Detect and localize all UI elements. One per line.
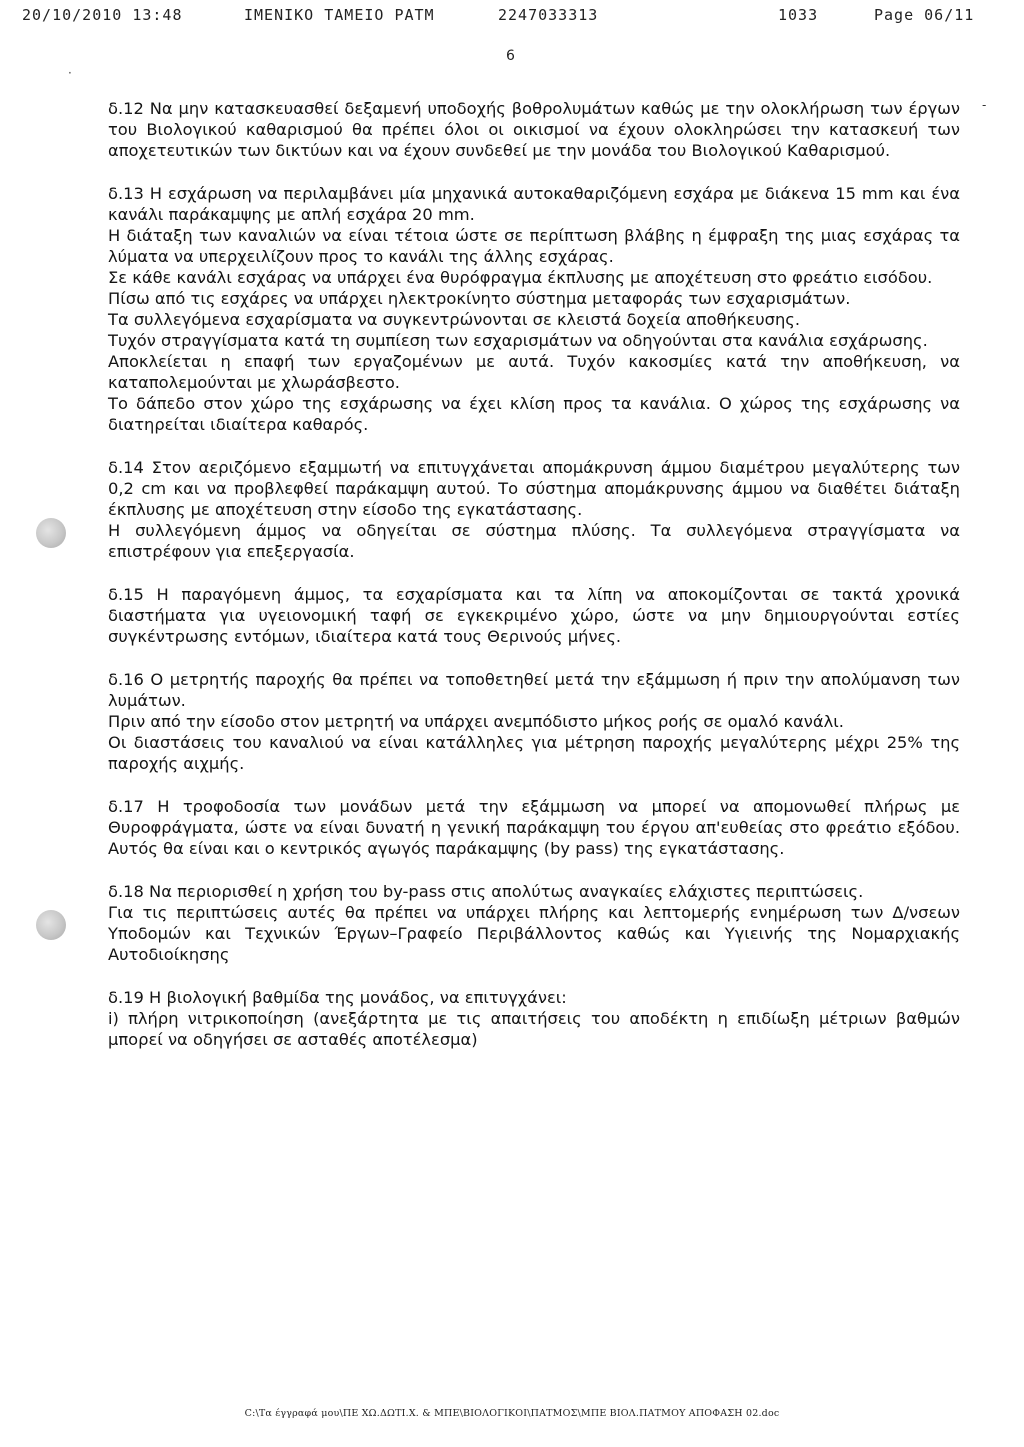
section-paragraph: Για τις περιπτώσεις αυτές θα πρέπει να υπάρχει πλήρης και λεπτομερής ενημέρωση των Δ/νσεων Υποδομών και Τεχνικών Έργων–Γραφείο Περιβάλλοντος καθώς και Υγιεινής της Νομαρχιακής Αυτοδιοίκησης xyxy=(108,903,960,964)
footer-file-path: C:\Τα έγγραφά μου\ΠΕ ΧΩ.ΔΩΤΙ.Χ. & ΜΠΕ\ΒΙΟΛΟΓΙΚΟΙ\ΠΑΤΜΟΣ\ΜΠΕ ΒΙΟΛ.ΠΑΤΜΟΥ ΑΠΟΦΑΣΗ 02.doc xyxy=(244,1408,780,1419)
fax-job-number: 1033 xyxy=(778,6,819,24)
section-item xyxy=(108,881,960,965)
section-heading-paragraph: δ.14 Στον αεριζόμενο εξαμμωτή να επιτυγχάνεται απομάκρυνση άμμου διαμέτρου μεγαλύτερης των 0,2 cm και να προβλεφθεί παράκαμψη αυτού. Το σύστημα απομάκρυνσης άμμου να διαθέτει διάταξη έκπλυσης με αποχέτευση στην είσοδο της εγκατάστασης. xyxy=(108,458,960,519)
section-item xyxy=(108,98,960,161)
section-heading-paragraph: δ.18 Να περιορισθεί η χρήση του by-pass στις απολύτως αναγκαίες ελάχιστες περιπτώσεις. xyxy=(108,882,864,901)
section-item xyxy=(108,796,960,859)
punch-hole-icon xyxy=(36,518,66,548)
section-heading-paragraph: δ.13 Η εσχάρωση να περιλαμβάνει μία μηχανικά αυτοκαθαριζόμενη εσχάρα με διάκενα 15 mm και ένα κανάλι παράκαμψης με απλή εσχάρα 20 mm. xyxy=(108,184,960,224)
fax-page-info: Page 06/11 xyxy=(874,6,975,24)
section-item xyxy=(108,183,960,435)
page-number: 6 xyxy=(506,48,515,64)
section-paragraph: Σε κάθε κανάλι εσχάρας να υπάρχει ένα θυρόφραγμα έκπλυσης με αποχέτευση στο φρεάτιο εισόδου. xyxy=(108,268,933,287)
section-item xyxy=(108,669,960,774)
section-paragraph: Το δάπεδο στον χώρο της εσχάρωσης να έχει κλίση προς τα κανάλια. Ο χώρος της εσχάρωσης να διατηρείται ιδιαίτερα καθαρός. xyxy=(108,394,960,434)
section-paragraph: Η συλλεγόμενη άμμος να οδηγείται σε σύστημα πλύσης. Τα συλλεγόμενα στραγγίσματα να επιστρέφουν για επεξεργασία. xyxy=(108,521,960,561)
punch-hole-icon xyxy=(36,910,66,940)
section-heading-paragraph: δ.15 Η παραγόμενη άμμος, τα εσχαρίσματα και τα λίπη να αποκομίζονται σε τακτά χρονικά διαστήματα για υγειονομική ταφή σε εγκεκριμένο χώρο, ώστε να μην δημιουργούνται εστίες συγκέντρωσης εντόμων, ιδιαίτερα κατά τους Θερινούς μήνες. xyxy=(108,585,960,646)
section-paragraph: Τα συλλεγόμενα εσχαρίσματα να συγκεντρώνονται σε κλειστά δοχεία αποθήκευσης. xyxy=(108,310,801,329)
section-paragraph: Η διάταξη των καναλιών να είναι τέτοια ώστε σε περίπτωση βλάβης η έμφραξη της μιας εσχάρας τα λύματα να υπερχειλίζουν προς το κανάλι της άλλης εσχάρας. xyxy=(108,226,960,266)
section-heading-paragraph: δ.16 Ο μετρητής παροχής θα πρέπει να τοποθετηθεί μετά την εξάμμωση ή πριν την απολύμανση των λυμάτων. xyxy=(108,670,960,710)
section-paragraph: Τυχόν στραγγίσματα κατά τη συμπίεση των εσχαρισμάτων να οδηγούνται στα κανάλια εσχάρωσης. xyxy=(108,331,928,350)
section-paragraph: Πίσω από τις εσχάρες να υπάρχει ηλεκτροκίνητο σύστημα μεταφοράς των εσχαρισμάτων. xyxy=(108,289,851,308)
speck-mark: · xyxy=(68,66,72,80)
section-item xyxy=(108,987,960,1050)
section-item xyxy=(108,584,960,647)
margin-mark: - xyxy=(982,98,987,112)
section-paragraph: Αποκλείεται η επαφή των εργαζομένων με αυτά. Τυχόν κακοσμίες κατά την αποθήκευση, να καταπολεμούνται με χλωράσβεστο. xyxy=(108,352,960,392)
document-body xyxy=(108,98,960,1072)
fax-number: 2247033313 xyxy=(498,6,599,24)
fax-sender: IMENIKO TAMEIO PATM xyxy=(244,6,435,24)
section-heading-paragraph: δ.17 Η τροφοδοσία των μονάδων μετά την εξάμμωση να μπορεί να απομονωθεί πλήρως με Θυροφράγματα, ώστε να είναι δυνατή η γενική παράκαμψη του έργου απ'ευθείας στο φρεάτιο εξόδου. Αυτός θα είναι και ο κεντρικός αγωγός παράκαμψης (by pass) της εγκατάστασης. xyxy=(108,797,960,858)
fax-datetime: 20/10/2010 13:48 xyxy=(22,6,183,24)
section-paragraph: i) πλήρη νιτρικοποίηση (ανεξάρτητα με τις απαιτήσεις του αποδέκτη η επιδίωξη μέτριων βαθμών μπορεί να οδηγήσει σε ασταθές αποτέλεσμα) xyxy=(108,1009,960,1049)
section-paragraph: Πριν από την είσοδο στον μετρητή να υπάρχει ανεμπόδιστο μήκος ροής σε ομαλό κανάλι. xyxy=(108,712,844,731)
section-item xyxy=(108,457,960,562)
section-heading-paragraph: δ.12 Να μην κατασκευασθεί δεξαμενή υποδοχής βοθρολυμάτων καθώς με την ολοκλήρωση των έργων του Βιολογικού καθαρισμού θα πρέπει όλοι οι οικισμοί να έχουν ολοκληρώσει την κατασκευή των αποχετευτικών των δικτύων και να έχουν συνδεθεί με την μονάδα του Βιολογικού Καθαρισμού. xyxy=(108,99,960,160)
section-paragraph: Οι διαστάσεις του καναλιού να είναι κατάλληλες για μέτρηση παροχής μεγαλύτερης μέχρι 25% της παροχής αιχμής. xyxy=(108,733,960,773)
section-heading-paragraph: δ.19 Η βιολογική βαθμίδα της μονάδος, να επιτυγχάνει: xyxy=(108,988,567,1007)
